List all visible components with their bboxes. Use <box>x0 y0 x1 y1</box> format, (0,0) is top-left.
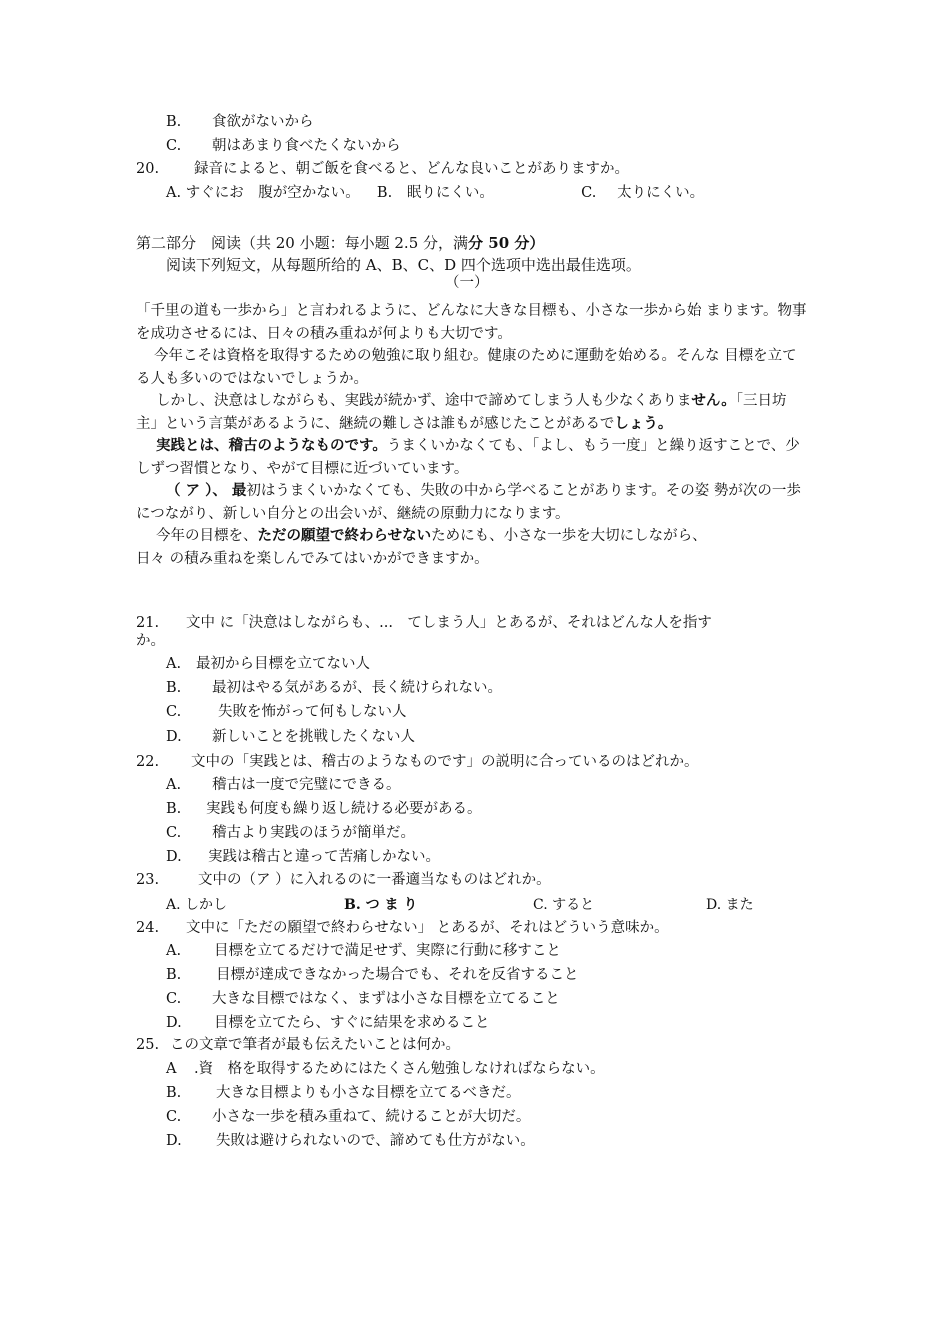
question-number: 21. <box>136 615 160 631</box>
question-text: 文中 に「決意はしながらも、... てしまう人」とあるが、それはどんな人を指す <box>186 615 712 631</box>
q22-option-c <box>166 823 415 843</box>
option-letter: D. <box>166 1015 182 1031</box>
passage-paragraph-5 <box>136 480 808 525</box>
passage-text-bold: 実践とは、稽古のようなものです。 <box>156 437 387 454</box>
option-letter: B. <box>166 967 182 983</box>
q21-option-d <box>166 727 415 747</box>
q24-option-b <box>166 965 579 985</box>
passage-text-bold: （ ア ）、 最 <box>166 482 247 499</box>
question-text: 文中の「実践とは、稽古のようなものです」の説明に合っているのはどれか。 <box>191 754 699 770</box>
option-letter: A. <box>166 656 182 672</box>
option-text: 目標が達成できなかった場合でも、それを反省すること <box>216 967 579 983</box>
q25-option-a <box>166 1059 605 1079</box>
q25-option-b <box>166 1083 521 1103</box>
passage-paragraph-4 <box>136 435 808 480</box>
passage-paragraph-6 <box>136 525 808 548</box>
q21-option-a <box>166 654 370 674</box>
option-letter: C. <box>166 138 182 154</box>
option-text: .資 格を取得するためにはたくさん勉強しなければならない。 <box>194 1061 605 1077</box>
q22-option-d <box>166 847 440 867</box>
q23-option-a: A. しかし <box>166 897 228 913</box>
option-text: 大きな目標よりも小さな目標を立てるべきだ。 <box>216 1085 521 1101</box>
q25-stem <box>136 1035 460 1055</box>
option-text: 実践は稽古と違って苦痛しかない。 <box>208 849 440 865</box>
option-text: 目標を立てるだけで満足せず、実際に行動に移すこと <box>214 943 561 959</box>
q19-option-b <box>166 112 314 132</box>
option-text: 稽古は一度で完璧にできる。 <box>212 777 401 793</box>
option-letter: A. <box>166 943 182 959</box>
option-text: 失敗を怖がって何もしない人 <box>218 704 407 720</box>
option-letter: B. <box>166 801 182 817</box>
q20-option-c: 太りにくい。 <box>617 185 705 201</box>
question-text: 録音によると、朝ご飯を食べると、どんな良いことがありますか。 <box>194 161 629 177</box>
q20-option-c-letter: C. <box>581 185 597 201</box>
q25-option-c <box>166 1107 530 1127</box>
q21-stem <box>136 613 712 633</box>
question-text: この文章で筆者が最も伝えたいことは何か。 <box>170 1037 460 1053</box>
question-text: 文中の（ア ）に入れるのに一番適当なものはどれか。 <box>198 872 551 888</box>
question-text: 文中に「ただの願望で終わらせない」 とあるが、それはどういう意味か。 <box>186 920 669 936</box>
passage-paragraph-2: 今年こそは資格を取得するための勉強に取り組む。健康のために運動を始める。そんな 目標を立てる人も多いのではないでしょうか。 <box>136 348 797 387</box>
option-text: 大きな目標ではなく、まずは小さな目標を立てること <box>212 991 560 1007</box>
passage-text-bold: ただの願望で終わらせない <box>257 527 432 544</box>
passage-number: （一） <box>445 275 489 291</box>
section-heading <box>136 233 544 253</box>
option-letter: B. <box>166 114 182 130</box>
passage-text: ためにも、小さな一歩を大切にしながら、 <box>431 528 707 544</box>
passage <box>136 300 808 570</box>
question-number: 22. <box>136 754 160 770</box>
passage-text-bold: せん。 <box>691 392 736 409</box>
q22-option-a <box>166 775 401 795</box>
q20-option-a: A. すぐにお 腹が空かない。 <box>166 185 360 201</box>
question-number: 23. <box>136 872 160 888</box>
option-letter: A. <box>166 777 182 793</box>
q23-stem <box>136 870 551 890</box>
option-text: 失敗は避けられないので、諦めても仕方がない。 <box>216 1133 535 1149</box>
q24-option-d <box>166 1013 490 1033</box>
q24-option-c <box>166 989 560 1009</box>
option-text: 食欲がないから <box>212 114 314 130</box>
question-number: 25. <box>136 1037 160 1053</box>
q20-options <box>166 183 704 203</box>
q20-option-b: 眠りにくい。 <box>406 185 494 201</box>
q23-option-c: C. すると <box>533 897 595 913</box>
q23-option-d: D. また <box>706 897 754 913</box>
q21-stem-cont: か。 <box>136 633 165 649</box>
option-letter: C. <box>166 704 182 720</box>
option-text: 稽古より実践のほうが簡単だ。 <box>212 825 415 841</box>
option-letter: C. <box>166 991 182 1007</box>
option-text: 小さな一歩を積み重ねて、続けることが大切だ。 <box>212 1109 531 1125</box>
option-letter: C. <box>166 1109 182 1125</box>
option-text: 実践も何度も繰り返し続ける必要がある。 <box>206 801 482 817</box>
q20-stem <box>136 159 629 179</box>
passage-text-bold: しょう。 <box>614 414 673 432</box>
q25-option-d <box>166 1131 535 1151</box>
option-letter: D. <box>166 1133 182 1149</box>
option-text: 新しいことを挑戦したくない人 <box>212 729 415 745</box>
passage-text: 今年の目標を、 <box>156 528 258 544</box>
passage-paragraph-6-cont: 日々 の積み重ねを楽しんでみてはいかができますか。 <box>136 550 489 567</box>
q22-stem <box>136 752 699 772</box>
q23-option-b: B. つ ま り <box>344 897 418 913</box>
option-letter: C. <box>166 825 182 841</box>
question-number: 20. <box>136 161 160 177</box>
option-letter: D. <box>166 849 182 865</box>
q22-option-b <box>166 799 482 819</box>
option-text: 目標を立てたら、すぐに結果を求めること <box>214 1015 490 1031</box>
q24-option-a <box>166 941 561 961</box>
passage-text: 初はうまくいかなくても、失敗の中から学べることがあります。その姿 勢が次の一歩につながり、新しい自分との出会いが、継続の原動力になります。 <box>136 483 801 522</box>
option-letter: D. <box>166 729 182 745</box>
section-instruction: 阅读下列短文，从每题所给的 A、B、C、D 四个选项中选出最佳选项。 <box>166 256 641 274</box>
option-text: 最初はやる気があるが、長く続けられない。 <box>212 680 502 696</box>
q21-option-b <box>166 678 502 698</box>
option-letter: B. <box>166 1085 182 1101</box>
option-text: 朝はあまり食べたくないから <box>212 138 401 154</box>
option-letter: B. <box>166 680 182 696</box>
section-heading-main: 第二部分 阅读（共 20 小题：每小题 2.5 分，满 <box>136 234 469 252</box>
q24-stem <box>136 918 669 938</box>
q20-option-b-letter: B. <box>376 185 393 201</box>
q19-option-c <box>166 136 401 156</box>
question-number: 24. <box>136 920 160 936</box>
passage-paragraph-1: 「千里の道も一歩から」と言われるように、どんなに大きな目標も、小さな一歩から始 まります。物事を成功させるには、日々の積み重ねが何よりも大切です。 <box>136 303 807 342</box>
passage-text: しかし、決意はしながらも、実践が続かず、途中で諦めてしまう人も少なくありま <box>156 393 692 409</box>
passage-text: 「三日坊主」という言葉があるように、継続の難しさは誰もが感じたことがあるで <box>136 393 787 432</box>
passage-text: うまくいかなくても、「よし、もう一度」と繰り返すことで、少しずつ習慣となり、やがて目標に近づいています。 <box>136 438 800 477</box>
passage-paragraph-3 <box>136 390 808 435</box>
q21-option-c <box>166 702 407 722</box>
option-letter: A <box>166 1061 177 1077</box>
section-heading-score: 分 50 分） <box>468 234 545 252</box>
option-text: 最初から目標を立てない人 <box>196 656 370 672</box>
